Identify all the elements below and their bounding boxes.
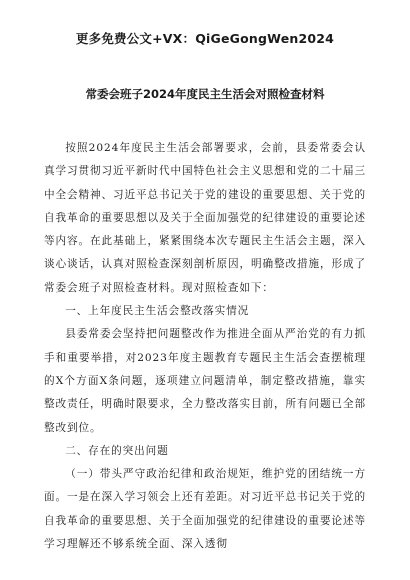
- document-body: [44, 137, 366, 556]
- paragraph-section-1: 县委常委会坚持把问题整改作为推进全面从严治党的有力抓手和重要举措，对2023年度主题教育专题民主生活会查摆梳理的X个方面X条问题，逐项建立问题清单，制定整改措施，靠实整改责任，明确时限要求，全力整改落实目前，所有问题已全部整改到位。: [44, 328, 366, 434]
- paragraph-subsection-1: （一）带头严守政治纪律和政治规矩，维护党的团结统一方面。一是在深入学习领会上还有差距。对习近平总书记关于党的自我革命的重要思想、关于全面加强党的纪律建设的重要论述等学习理解还不够系统全面、深入透彻: [44, 468, 366, 551]
- document-title: 常委会班子2024年度民主生活会对照检查材料: [85, 87, 325, 101]
- section-heading-1: 一、上年度民主生活会整改落实情况: [65, 305, 250, 318]
- paragraph-intro: 按照2024年度民主生活会部署要求，会前，县委常委会认真学习贯彻习近平新时代中国特色社会主义思想和党的二十届三中全会精神、习近平总书记关于党的建设的重要思想、关于党的自我革命的重要思想以及关于全面加强党的纪律建设的重要论述等内容。在此基础上，紧紧围绕本次专题民主生活会主题，深入谈心谈话，认真对照检查深刻剖析原因，明确整改措施，形成了常委会班子对照检查材料。现对照检查如下：: [44, 142, 366, 294]
- section-heading-2: 二、存在的突出问题: [65, 444, 169, 457]
- header-note: 更多免费公文+VX：QiGeGongWen2024: [75, 31, 335, 46]
